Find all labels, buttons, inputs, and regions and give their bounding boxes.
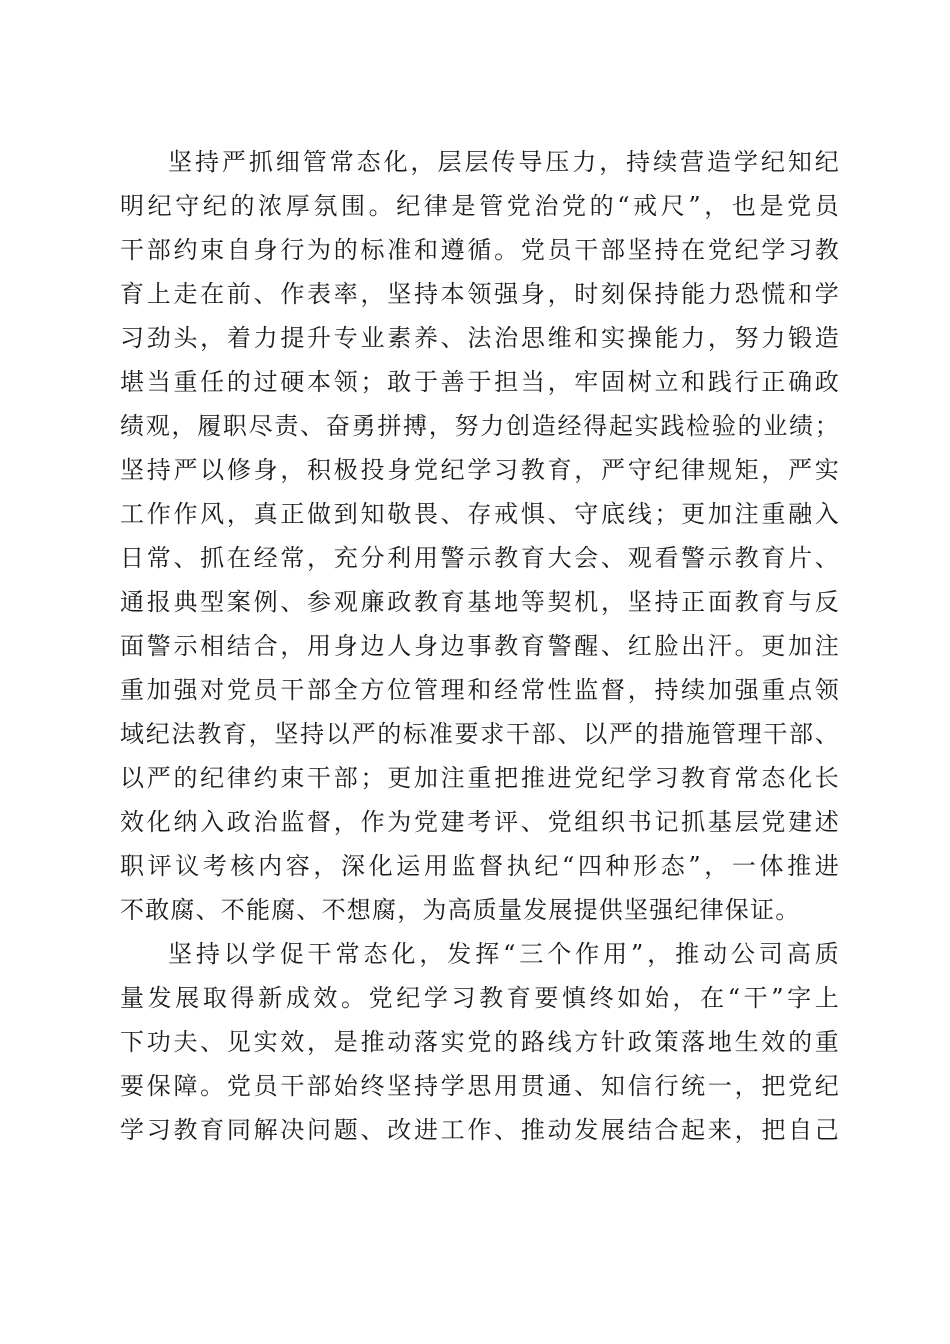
paragraph-line: 以严的纪律约束干部；更加注重把推进党纪学习教育常态化长 [120, 764, 840, 792]
paragraph-line: 坚持严以修身，积极投身党纪学习教育，严守纪律规矩，严实 [120, 456, 840, 484]
paragraph-line: 不敢腐、不能腐、不想腐，为高质量发展提供坚强纪律保证。 [120, 896, 801, 924]
paragraph-line: 面警示相结合，用身边人身边事教育警醒、红脸出汗。更加注 [120, 632, 840, 660]
document-body [120, 140, 840, 1152]
paragraph-2 [120, 932, 840, 1152]
paragraph-line: 明纪守纪的浓厚氛围。纪律是管党治党的“戒尺”，也是党员 [120, 192, 840, 220]
paragraph-line: 日常、抓在经常，充分利用警示教育大会、观看警示教育片、 [120, 544, 840, 572]
paragraph-line: 坚持严抓细管常态化，层层传导压力，持续营造学纪知纪 [168, 148, 840, 176]
paragraph-line: 干部约束自身行为的标准和遵循。党员干部坚持在党纪学习教 [120, 236, 840, 264]
paragraph-line: 绩观，履职尽责、奋勇拼搏，努力创造经得起实践检验的业绩； [120, 412, 840, 440]
paragraph-line: 效化纳入政治监督，作为党建考评、党组织书记抓基层党建述 [120, 808, 840, 836]
paragraph-line: 学习教育同解决问题、改进工作、推动发展结合起来，把自己 [120, 1116, 840, 1144]
paragraph-line: 习劲头，着力提升专业素养、法治思维和实操能力，努力锻造 [120, 324, 840, 352]
paragraph-line: 堪当重任的过硬本领；敢于善于担当，牢固树立和践行正确政 [120, 368, 840, 396]
paragraph-line: 职评议考核内容，深化运用监督执纪“四种形态”，一体推进 [120, 852, 840, 880]
paragraph-line: 工作作风，真正做到知敬畏、存戒惧、守底线；更加注重融入 [120, 500, 840, 528]
paragraph-line: 通报典型案例、参观廉政教育基地等契机，坚持正面教育与反 [120, 588, 840, 616]
paragraph-line: 要保障。党员干部始终坚持学思用贯通、知信行统一，把党纪 [120, 1072, 840, 1100]
paragraph-line: 域纪法教育，坚持以严的标准要求干部、以严的措施管理干部、 [120, 720, 840, 748]
paragraph-line: 量发展取得新成效。党纪学习教育要慎终如始，在“干”字上 [120, 984, 840, 1012]
paragraph-line: 坚持以学促干常态化，发挥“三个作用”，推动公司高质 [168, 940, 840, 968]
paragraph-line: 下功夫、见实效，是推动落实党的路线方针政策落地生效的重 [120, 1028, 840, 1056]
paragraph-1 [120, 140, 840, 932]
paragraph-line: 重加强对党员干部全方位管理和经常性监督，持续加强重点领 [120, 676, 840, 704]
paragraph-line: 育上走在前、作表率，坚持本领强身，时刻保持能力恐慌和学 [120, 280, 840, 308]
